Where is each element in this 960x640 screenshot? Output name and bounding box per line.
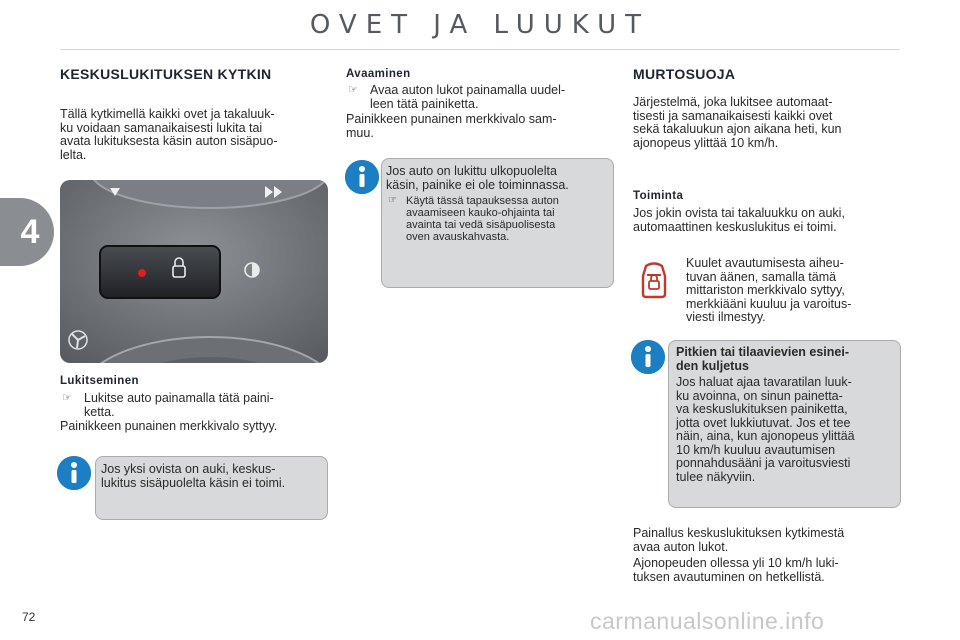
pointing-hand-icon: ☞ — [62, 392, 72, 404]
chapter-tab — [0, 198, 54, 266]
text-line: avaamiseen kauko-ohjainta tai — [406, 207, 555, 219]
unlock-note — [346, 113, 614, 140]
lock-heading: Lukitseminen — [60, 375, 139, 387]
text-line: ajonopeus ylittää 10 km/h. — [633, 135, 779, 150]
page-number: 72 — [22, 610, 36, 624]
text-line: Lukitse auto painamalla tätä paini- — [84, 391, 274, 405]
text-line: Painikkeen punainen merkkivalo sam- — [346, 112, 557, 126]
text-line: leen tätä painiketta. — [370, 96, 479, 111]
warning-text — [686, 257, 901, 325]
text-line: Pitkien tai tilaavievien esinei- — [676, 345, 849, 359]
text-line: Jos jokin ovista tai takaluukku on auki, — [633, 206, 845, 220]
text-line: merkkiääni kuuluu ja varoitus- — [686, 296, 852, 311]
text-line: avaa auton lukot. — [633, 539, 729, 554]
text-line: den kuljetus — [676, 358, 749, 373]
text-line: Avaa auton lukot painamalla uudel- — [370, 83, 566, 97]
text-line: tulee näkyviin. — [676, 469, 756, 484]
unlock-instruction — [346, 84, 614, 111]
text-line: Kuulet avautumisesta aiheu- — [686, 256, 844, 270]
text-line: ponnahdusääni ja varoitusviesti — [676, 456, 851, 470]
pointing-hand-icon: ☞ — [348, 84, 358, 96]
info-text-locked-outside — [386, 165, 608, 192]
text-line: Jos yksi ovista on auki, keskus- — [101, 462, 276, 476]
lock-note: Painikkeen punainen merkkivalo syttyy. — [60, 419, 278, 433]
info-icon — [631, 340, 665, 374]
text-line: Painallus keskuslukituksen kytkimestä — [633, 526, 845, 540]
page-title: OVET JA LUUKUT — [309, 10, 651, 40]
text-line: automaattinen keskuslukitus ei toimi. — [633, 219, 837, 234]
car-lock-warning-icon — [638, 260, 670, 300]
info-text-long-objects — [676, 376, 894, 484]
unlock-heading: Avaaminen — [346, 68, 411, 80]
function-text — [633, 207, 901, 234]
press-text — [633, 527, 901, 554]
text-line: jotta ovet lukkiutuvat. Jos et tee — [676, 415, 851, 430]
text-line: tuvan äänen, samalla tämä — [686, 269, 837, 284]
text-line: avata lukituksesta käsin auton sisäpuo- — [60, 134, 278, 148]
text-line: va keskuslukituksen painiketta, — [676, 402, 848, 416]
text-line: ku avoinna, on sinun painetta- — [676, 388, 843, 403]
info-heading-long-objects — [676, 346, 894, 373]
text-line: mittariston merkkivalo syttyy, — [686, 283, 845, 297]
text-line: näin, aina, kun ajonopeus ylittää — [676, 429, 855, 443]
text-line: sekä takaluukun ajon aikana heti, kun — [633, 122, 842, 136]
text-line: Ajonopeuden ollessa yli 10 km/h luki- — [633, 556, 839, 570]
section-heading-anti-theft: MURTOSUOJA — [633, 66, 736, 82]
central-lock-switch-illustration — [60, 180, 328, 363]
header-divider — [60, 49, 900, 50]
central-lock-intro — [60, 108, 328, 162]
chapter-number: 4 — [20, 212, 40, 251]
text-line: Jos auto on lukittu ulkopuolelta — [386, 164, 557, 178]
function-heading: Toiminta — [633, 190, 684, 202]
info-icon — [345, 160, 379, 194]
text-line: käsin, painike ei ole toiminnassa. — [386, 177, 569, 192]
switch-photo — [60, 180, 328, 363]
info-icon — [57, 456, 91, 490]
text-line: Tällä kytkimellä kaikki ovet ja takaluuk- — [60, 107, 275, 121]
text-line: lukitus sisäpuolelta käsin ei toimi. — [101, 475, 286, 490]
text-line: 10 km/h kuuluu avautumisen — [676, 442, 836, 457]
text-line: viesti ilmestyy. — [686, 310, 766, 324]
info-subtext-locked-outside — [386, 195, 608, 243]
text-line: tuksen avautuminen on hetkellistä. — [633, 569, 825, 584]
speed-text — [633, 557, 901, 584]
pointing-hand-icon: ☞ — [388, 195, 397, 206]
watermark: carmanualsonline.info — [590, 608, 825, 634]
anti-theft-intro — [633, 96, 901, 150]
text-line: Jos haluat ajaa tavaratilan luuk- — [676, 375, 852, 389]
text-line: ku voidaan samanaikaisesti lukita tai — [60, 120, 263, 135]
text-line: tisesti ja samanaikaisesti kaikki ovet — [633, 108, 833, 123]
text-line: Järjestelmä, joka lukitsee automaat- — [633, 95, 833, 109]
text-line: oven avauskahvasta. — [406, 231, 510, 243]
text-line: lelta. — [60, 147, 87, 162]
info-text-door-open — [101, 463, 321, 490]
text-line: muu. — [346, 125, 374, 140]
text-line: ketta. — [84, 404, 115, 419]
section-heading-central-lock: KESKUSLUKITUKSEN KYTKIN — [60, 66, 272, 82]
text-line: avainta tai vedä sisäpuolisesta — [406, 219, 556, 231]
text-line: Käytä tässä tapauksessa auton — [406, 195, 559, 207]
lock-instruction — [60, 392, 328, 419]
